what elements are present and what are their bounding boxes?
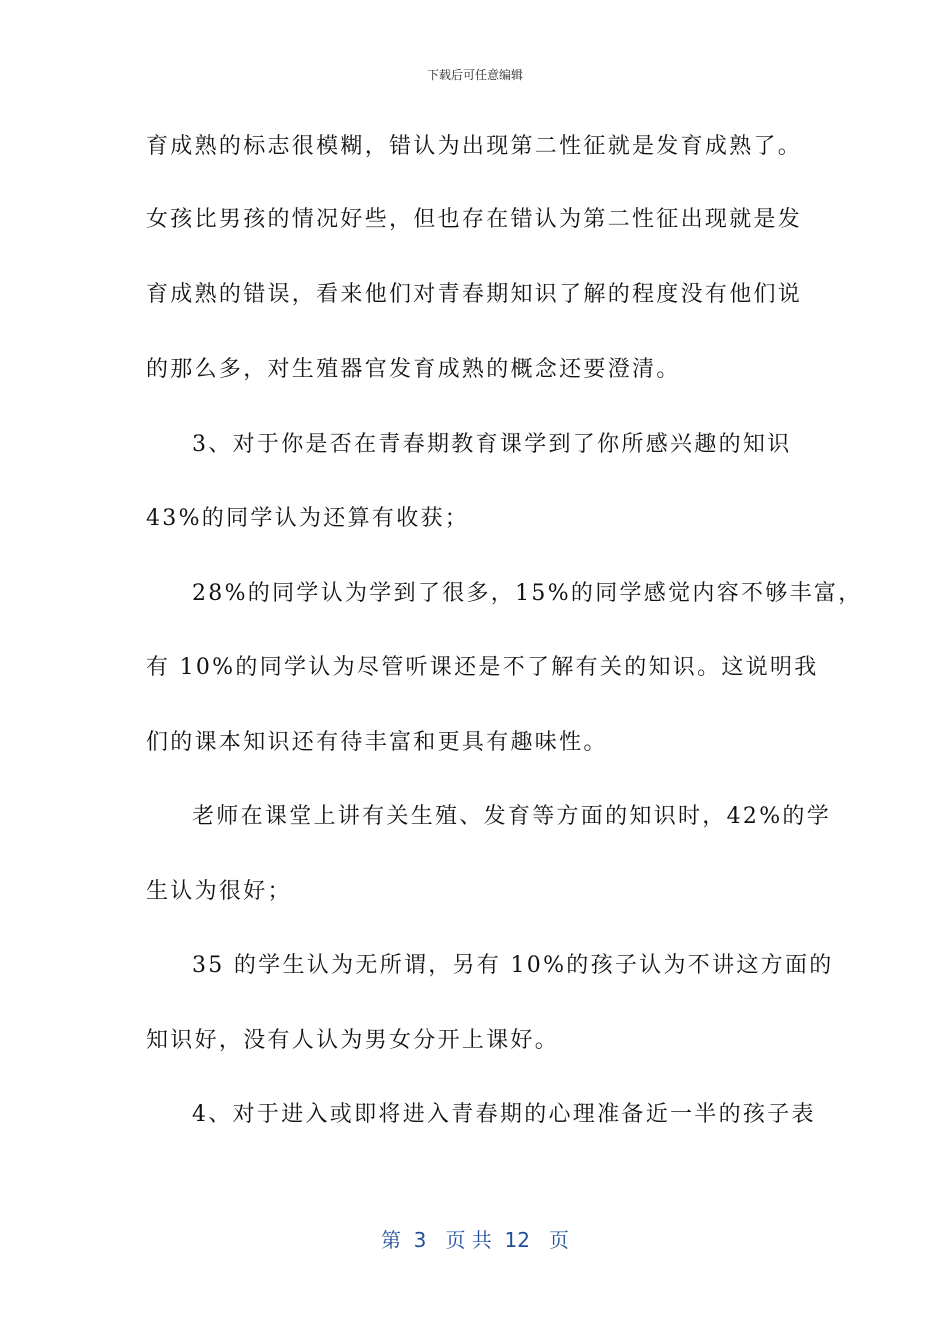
page-header: 下载后可任意编辑 — [426, 68, 523, 82]
body-line-14: 4、对于进入或即将进入青春期的心理准备近一半的孩子表 — [192, 1102, 816, 1127]
body-line-1: 育成熟的标志很模糊，错认为出现第二性征就是发育成熟了。 — [146, 134, 803, 159]
body-line-9: 们的课本知识还有待丰富和更具有趣味性。 — [146, 730, 608, 755]
body-line-3: 育成熟的错误，看来他们对青春期知识了解的程度没有他们说 — [146, 282, 803, 307]
body-line-12: 35 的学生认为无所谓，另有 10%的孩子认为不讲这方面的 — [192, 953, 834, 978]
body-line-5: 3、对于你是否在青春期教育课学到了你所感兴趣的知识 — [192, 432, 792, 457]
body-line-6: 43%的同学认为还算有收获； — [146, 506, 470, 531]
body-line-10: 老师在课堂上讲有关生殖、发育等方面的知识时，42%的学 — [192, 804, 831, 829]
body-line-13: 知识好，没有人认为男女分开上课好。 — [146, 1028, 560, 1053]
body-line-4: 的那么多，对生殖器官发育成熟的概念还要澄清。 — [146, 357, 681, 382]
body-line-2: 女孩比男孩的情况好些，但也存在错认为第二性征出现就是发 — [146, 207, 803, 232]
page-footer: 第 3 页 共 12 页 — [380, 1228, 570, 1252]
body-line-11: 生认为很好； — [146, 879, 292, 904]
body-line-8: 有 10%的同学认为尽管听课还是不了解有关的知识。这说明我 — [146, 655, 819, 680]
body-line-7: 28%的同学认为学到了很多，15%的同学感觉内容不够丰富， — [192, 581, 863, 606]
